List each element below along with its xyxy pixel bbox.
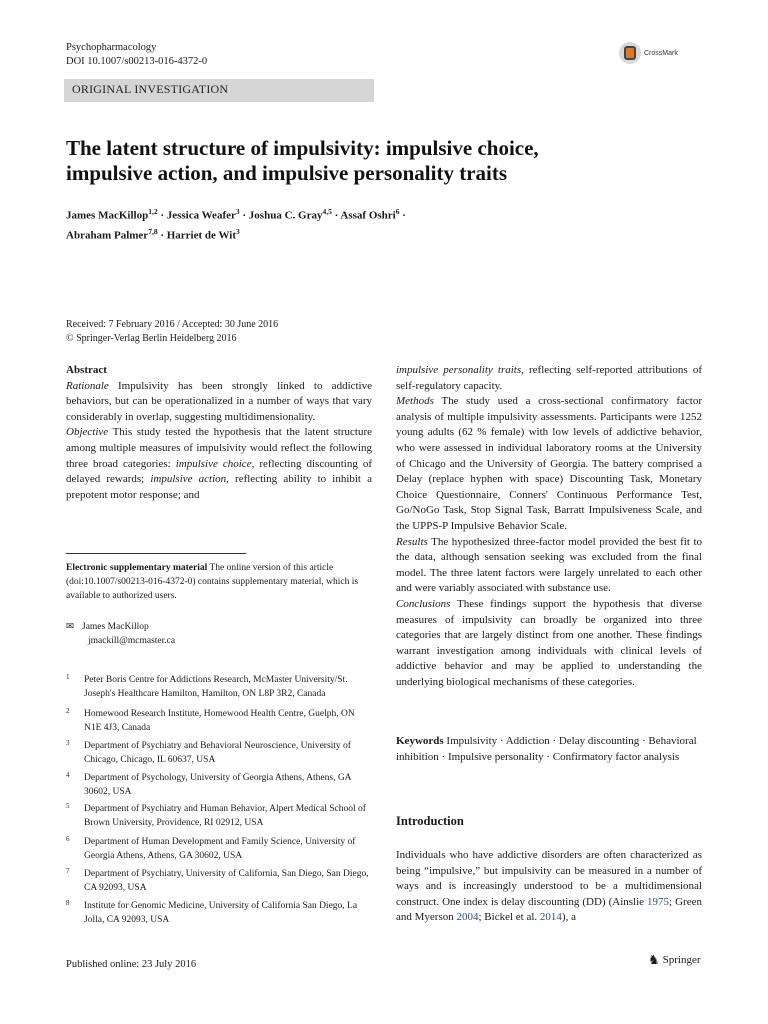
affiliation-text: Homewood Research Institute, Homewood Health Centre, Guelph, ON N1E 4J3, Canada [84,709,355,733]
results-text: The hypothesized three-factor model provided the best fit to the data, although sensation seeking was excluded from the final model. The three latent factors were largely unrelated to each other and were variably associated with substance use. [396,535,702,595]
abstract-left [66,363,372,503]
objective-text: , reflecting ability to inhibit a prepotent motor response; and [66,473,373,501]
abstract-methods [396,394,702,534]
affiliation-num: 2 [66,707,70,715]
affiliation-num: 4 [66,771,70,779]
separator: · [334,209,339,222]
methods-label: Methods [396,395,434,408]
affiliation-num: 8 [66,899,70,907]
objective-label: Objective [66,426,109,439]
affiliation-text: Department of Psychology, University of Georgia Athens, Athens, GA 30602, USA [84,773,352,797]
corresponding-author [66,620,175,648]
section-heading-introduction: Introduction [396,814,464,828]
received-accepted: Received: 7 February 2016 / Accepted: 30 June 2016 [66,319,279,330]
keywords [396,733,702,765]
crossmark-label: CrossMark [644,49,678,57]
affiliation-text: Peter Boris Centre for Addictions Research, McMaster University/St. Joseph's Healthcare Hamilton, Hamilton, ON L8P 3R2, Canada [84,675,348,699]
affiliation-item [66,674,372,701]
crossmark-icon [619,42,641,64]
keywords-text: Impulsivity · Addiction · Delay discounting · Behavioral inhibition · Impulsive personality · Confirmatory factor analysis [396,735,697,763]
methods-text: The study used a cross-sectional confirmatory factor analysis of multiple impulsivity assessments. Participants were 1252 young adults (62 % female) with low levels of addictive behavior, who were assessed in individual laboratory rooms at the University of Chicago and the University of Georgia. The battery comprised a Delay (replace hyphen with space) Discounting Task, Monetary Choice Questionnaire, Conners' Continuous Performance Test, Go/NoGo Task, Stop Signal Task, Barratt Impulsiveness Scale, and the UPPS-P Impulsive Behavior Scale. [396,395,702,532]
crossmark-badge[interactable] [619,42,678,64]
contact-name: James MacKillop [82,622,149,632]
author-name[interactable]: Assaf Oshri [340,209,396,222]
separator: · [402,209,406,222]
article-dates [66,318,278,346]
abstract-objective-cont [396,363,702,394]
affiliation-num: 5 [66,802,70,810]
footnote-rule [66,553,246,554]
copyright: © Springer-Verlag Berlin Heidelberg 2016 [66,333,237,344]
affiliation-item [66,836,372,863]
title-line: impulsive action, and impulsive personality traits [66,161,508,185]
introduction-text [396,848,702,926]
separator: · [160,209,164,222]
abstract-conclusions [396,597,702,691]
citation-link[interactable]: 2014 [539,911,562,924]
author-list [66,204,706,243]
keywords-label: Keywords [396,735,444,747]
intro-text: ; Bickel et al. [478,911,540,924]
affiliation-item [66,708,372,735]
objective-term: impulsive choice [175,457,252,470]
author-name[interactable]: Harriet de Wit [166,229,236,242]
supplementary-note [66,561,372,603]
affiliation-item [66,740,372,767]
author-affil: 3 [235,207,240,216]
results-label: Results [396,535,428,548]
affiliation-num: 3 [66,739,70,747]
abstract-right [396,363,702,690]
affiliation-text: Department of Psychiatry and Human Behavior, Alpert Medical School of Brown University, Providence, RI 02912, USA [84,804,366,828]
article-title [66,136,716,186]
section-label [64,79,374,102]
intro-text: ), a [561,911,576,924]
citation-link[interactable]: 1975 [647,895,670,908]
conclusions-label: Conclusions [396,597,451,610]
author-name[interactable]: Jessica Weafer [166,209,236,222]
conclusions-text: These findings support the hypothesis that diverse measures of impulsivity can broadly be organized into three categories that are largely distinct from one another. These findings warrant investigation among individuals with clinical levels of addictive behavior and may be applied to understanding the underlying biological mechanisms of these categories. [396,597,702,688]
separator: · [242,209,247,222]
affiliation-num: 1 [66,673,70,681]
affiliation-item [66,868,372,895]
contact-email[interactable]: jmackill@mcmaster.ca [88,636,176,646]
objective-text: , reflecting self-reported attributions of self-regulatory capacity. [396,364,702,392]
journal-header [66,41,207,69]
author-affil: 1,2 [148,207,158,216]
author-affil: 6 [395,207,400,216]
abstract-rationale [66,379,372,426]
envelope-icon: ✉ [66,622,74,632]
section-label-text: ORIGINAL INVESTIGATION [72,82,229,96]
affiliation-item [66,900,372,927]
intro-text: Individuals who have addictive disorders are often characterized as being “impulsive,” but impulsivity can be measured in a number of ways and is increasingly understood to be a multidimensional construct. One index is delay discounting (DD) (Ainslie [396,849,702,908]
author-name[interactable]: Joshua C. Gray [248,209,323,222]
publisher-logo [648,952,701,968]
esm-text[interactable]: The online version of this article (doi:10.1007/s00213-016-4372-0) contains supplementary material, which is available to authorized users. [66,563,359,601]
publisher-name: Springer [662,954,701,966]
affiliation-text: Department of Human Development and Family Science, University of Georgia Athens, Athens, GA 30602, USA [84,837,356,861]
rationale-text: Impulsivity has been strongly linked to addictive behaviors, but can be operationalized in a number of ways that vary considerably in overlap, suggesting multidimensionality. [66,379,372,423]
affiliation-num: 7 [66,867,70,875]
objective-text: This study tested the hypothesis that the latent structure among multiple measures of impulsivity would reflect the following three broad categories: [66,426,372,470]
objective-text: , reflecting discounting of delayed rewards; [66,457,372,486]
journal-name: Psychopharmacology [66,42,157,53]
affiliation-num: 6 [66,835,70,843]
author-affil: 7,8 [148,226,158,236]
author-name[interactable]: Abraham Palmer [66,229,149,242]
objective-term: impulsive personality traits [396,364,522,376]
esm-label: Electronic supplementary material [66,563,208,573]
affiliation-text: Department of Psychiatry, University of California, San Diego, San Diego, CA 92093, USA [84,869,369,893]
separator: · [160,229,164,242]
objective-term: impulsive action [150,473,227,486]
published-date: Published online: 23 July 2016 [66,959,197,970]
title-line: The latent structure of impulsivity: impulsive choice, [66,136,539,160]
affiliation-text: Institute for Genomic Medicine, University of California San Diego, La Jolla, CA 92093, USA [84,901,358,925]
doi[interactable]: DOI 10.1007/s00213-016-4372-0 [66,56,208,67]
abstract-heading: Abstract [66,364,107,376]
citation-link[interactable]: 2004 [456,911,479,924]
affiliation-item [66,772,372,799]
abstract-results [396,535,702,597]
springer-horse-icon: ♞ [648,952,660,967]
intro-text: ; Green and Myerson [396,895,702,924]
rationale-label: Rationale [66,379,109,392]
affiliation-text: Department of Psychiatry and Behavioral Neuroscience, University of Chicago, Chicago, IL 60637, USA [84,741,351,765]
author-affil: 3 [235,226,240,236]
author-name[interactable]: James MacKillop [66,209,149,222]
abstract-objective [66,425,372,503]
affiliation-item [66,803,372,830]
author-affil: 4,5 [322,207,332,216]
